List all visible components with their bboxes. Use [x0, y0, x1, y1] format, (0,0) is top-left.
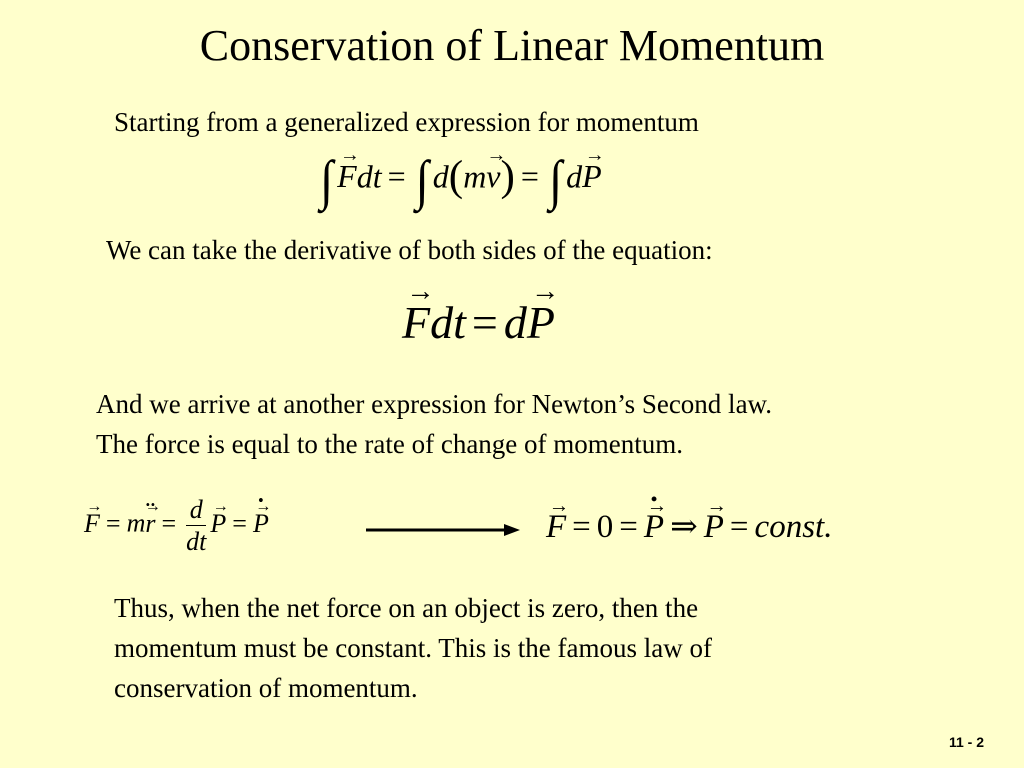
equals-sign: =: [520, 158, 539, 195]
integral-sign: ∫: [415, 150, 429, 212]
differential-d: d: [566, 158, 583, 195]
differential-d: d: [432, 158, 449, 195]
equals-sign: =: [572, 509, 591, 545]
equals-sign: =: [105, 508, 121, 538]
implies-icon: ⇒: [670, 509, 698, 545]
fraction-numerator: d: [186, 494, 206, 526]
constant-term: const.: [754, 509, 833, 545]
differential-d: d: [503, 297, 527, 348]
conclusion-text: [114, 588, 712, 708]
momentum-rate-vector: → P •: [644, 509, 664, 546]
force-vector: → F: [546, 509, 566, 546]
position-vector: → r ‥: [145, 509, 155, 539]
dt-term: dt: [356, 158, 382, 195]
equals-sign: =: [232, 508, 247, 538]
integral-equation: ∫→ Fdt = ∫ d(m→ v) = ∫ d→ P: [316, 152, 602, 208]
integral-sign: ∫: [320, 150, 334, 212]
zero-value: 0: [596, 509, 614, 545]
momentum-vector: → P: [210, 509, 226, 539]
equals-sign: =: [161, 508, 177, 538]
equals-sign: =: [387, 158, 406, 195]
force-vector: → F: [402, 296, 430, 349]
derivative-text: We can take the derivative of both sides of the equation:: [106, 235, 713, 265]
newton-line-1: And we arrive at another expression for Newton’s Second law.: [96, 389, 773, 419]
force-vector: → F: [84, 509, 100, 539]
equals-sign: =: [729, 509, 749, 545]
right-arrow-icon: [366, 520, 522, 540]
momentum-rate-vector: → P •: [253, 509, 269, 539]
conclusion-line-3: conservation of momentum.: [114, 673, 418, 703]
force-vector: → F: [337, 158, 357, 195]
momentum-vector: → P: [527, 296, 555, 349]
conclusion-line-1: Thus, when the net force on an object is zero, then the: [114, 593, 699, 623]
conclusion-line-2: momentum must be constant. This is the famous law of: [114, 633, 712, 663]
slide-title: Conservation of Linear Momentum: [199, 21, 825, 70]
momentum-vector: → P: [582, 158, 602, 195]
mass-term: m: [126, 508, 146, 538]
integral-sign: ∫: [548, 150, 563, 212]
derivative-equation: [402, 296, 555, 349]
velocity-vector: → v: [486, 158, 500, 195]
intro-text: Starting from a generalized expression for momentum: [114, 107, 699, 137]
page-number: 11 - 2: [948, 734, 984, 750]
equals-sign: =: [471, 297, 498, 348]
equals-sign: =: [619, 509, 638, 545]
derivative-fraction: [186, 494, 206, 557]
conservation-equation: [546, 506, 832, 546]
newton-line-2: The force is equal to the rate of change of momentum.: [96, 429, 684, 459]
mass-term: m: [463, 158, 487, 195]
newton-text: [96, 384, 772, 464]
dt-term: dt: [430, 297, 466, 348]
newton-equation: [84, 494, 269, 557]
fraction-denominator: dt: [186, 527, 207, 557]
momentum-vector: → P: [704, 509, 724, 546]
